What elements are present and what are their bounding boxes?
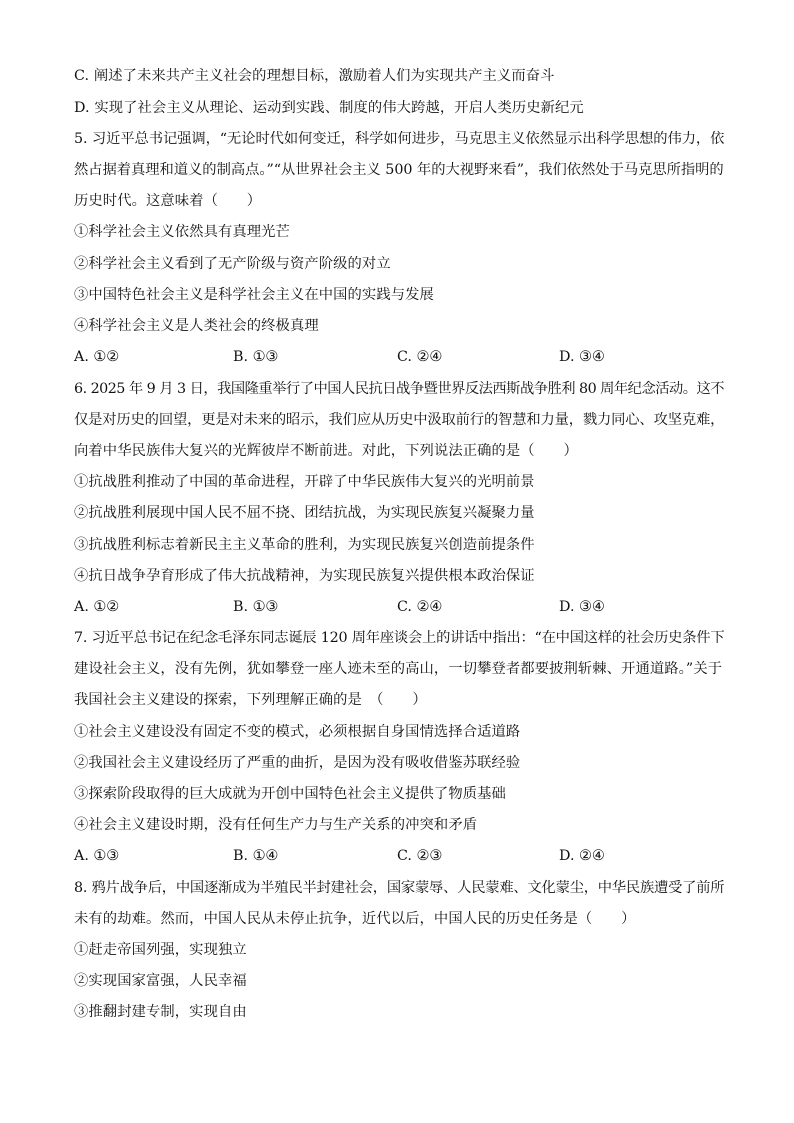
q7-option-b[interactable]: B. ①④ — [233, 848, 279, 864]
option-c-line: C. 阐述了未来共产主义社会的理想目标，激励着人们为实现共产主义而奋斗 — [74, 68, 555, 84]
q6-stem-line: 向着中华民族伟大复兴的光辉彼岸不断前进。对此，下列说法正确的是（ ） — [74, 443, 578, 459]
q7-option-d[interactable]: D. ②④ — [559, 848, 605, 864]
q7-stem-line: 建设社会主义，没有先例，犹如攀登一座人迹未至的高山，一切攀登者都要披荆斩棘、开通道路。”关于 — [74, 661, 723, 677]
q7-stem-line: 7. 习近平总书记在纪念毛泽东同志诞辰 120 周年座谈会上的讲话中指出：“在中国这样的社会历史条件下 — [74, 630, 725, 646]
q5-item: ④科学社会主义是人类社会的终极真理 — [74, 318, 319, 334]
q5-option-b[interactable]: B. ①③ — [233, 349, 279, 365]
q7-item: ③探索阶段取得的巨大成就为开创中国特色社会主义提供了物质基础 — [74, 786, 506, 802]
q6-item: ①抗战胜利推动了中国的革命进程，开辟了中华民族伟大复兴的光明前景 — [74, 474, 535, 490]
q7-option-c[interactable]: C. ②③ — [397, 848, 443, 864]
q8-stem-line: 未有的劫难。然而，中国人民从未停止抗争，近代以后，中国人民的历史任务是（ ） — [74, 911, 636, 927]
q7-item: ④社会主义建设时期，没有任何生产力与生产关系的冲突和矛盾 — [74, 817, 478, 833]
q6-stem-line: 6. 2025 年 9 月 3 日，我国隆重举行了中国人民抗日战争暨世界反法西斯战争胜利 80 周年纪念活动。这不 — [74, 381, 725, 397]
q6-item: ④抗日战争孕育形成了伟大抗战精神，为实现民族复兴提供根本政治保证 — [74, 568, 535, 584]
q6-option-d[interactable]: D. ③④ — [559, 599, 605, 615]
q5-stem-line: 然占据着真理和道义的制高点。”“从世界社会主义 500 年的大视野来看”，我们依然处于马克思所指明的 — [74, 162, 724, 178]
q5-option-d[interactable]: D. ③④ — [559, 349, 605, 365]
q8-item: ①赶走帝国列强，实现独立 — [74, 942, 247, 958]
q5-item: ①科学社会主义依然具有真理光芒 — [74, 224, 290, 240]
q8-stem-line: 8. 鸦片战争后，中国逐渐成为半殖民半封建社会，国家蒙辱、人民蒙难、文化蒙尘，中华民族遭受了前所 — [74, 880, 725, 896]
q7-stem-line: 我国社会主义建设的探索，下列理解正确的是 （ ） — [74, 692, 427, 708]
option-d-line: D. 实现了社会主义从理论、运动到实践、制度的伟大跨越，开启人类历史新纪元 — [74, 100, 584, 116]
q6-stem-line: 仅是对历史的回望，更是对未来的昭示，我们应从历史中汲取前行的智慧和力量，戮力同心、攻坚克难， — [74, 412, 725, 428]
q6-option-c[interactable]: C. ②④ — [397, 599, 443, 615]
q7-item: ②我国社会主义建设经历了严重的曲折，是因为没有吸收借鉴苏联经验 — [74, 755, 521, 771]
q8-item: ②实现国家富强，人民幸福 — [74, 973, 247, 989]
q5-item: ③中国特色社会主义是科学社会主义在中国的实践与发展 — [74, 287, 434, 303]
q5-option-c[interactable]: C. ②④ — [397, 349, 443, 365]
q7-option-a[interactable]: A. ①③ — [74, 848, 120, 864]
q5-option-a[interactable]: A. ①② — [74, 349, 120, 365]
q6-option-a[interactable]: A. ①② — [74, 599, 120, 615]
q5-stem-line: 历史时代。这意味着（ ） — [74, 193, 262, 209]
q6-item: ②抗战胜利展现中国人民不屈不挠、团结抗战，为实现民族复兴凝聚力量 — [74, 505, 535, 521]
q8-item: ③推翻封建专制，实现自由 — [74, 1004, 247, 1020]
q7-item: ①社会主义建设没有固定不变的模式，必须根据自身国情选择合适道路 — [74, 724, 521, 740]
q6-item: ③抗战胜利标志着新民主主义革命的胜利，为实现民族复兴创造前提条件 — [74, 537, 535, 553]
q5-stem-line: 5. 习近平总书记强调，“无论时代如何变迁，科学如何进步，马克思主义依然显示出科学思想的伟力，依 — [74, 131, 725, 147]
q5-item: ②科学社会主义看到了无产阶级与资产阶级的对立 — [74, 256, 391, 272]
q6-option-b[interactable]: B. ①③ — [233, 599, 279, 615]
